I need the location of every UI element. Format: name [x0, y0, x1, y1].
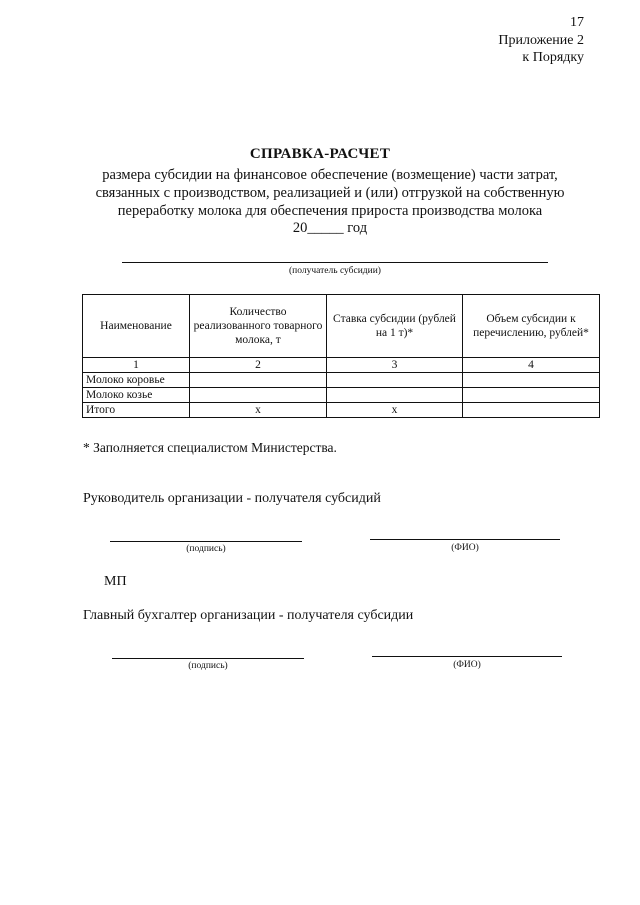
header-quantity: Количество реализованного товарного молока, т [190, 295, 327, 358]
column-number: 1 [83, 358, 190, 373]
head-signature-caption: (подпись) [186, 544, 226, 554]
cell-quantity: х [190, 403, 327, 418]
cell-quantity [190, 388, 327, 403]
table-column-numbers-row [83, 358, 600, 373]
footnote: * Заполняется специалистом Министерства. [83, 440, 337, 455]
cell-rate [327, 373, 463, 388]
accountant-name-line [372, 656, 562, 657]
row-name: Итого [83, 403, 190, 418]
head-role-label: Руководитель организации - получателя субсидий [83, 491, 381, 506]
header-amount: Объем субсидии к перечислению, рублей* [463, 295, 600, 358]
cell-rate [327, 388, 463, 403]
subtitle-line-3: переработку молока для обеспечения прироста производства молока [117, 203, 543, 219]
head-signature-line [110, 541, 302, 542]
table-header-row [83, 295, 600, 358]
subtitle-line-2: связанных с производством, реализацией и (или) отгрузкой на собственную [95, 185, 565, 201]
column-number: 2 [190, 358, 327, 373]
cell-amount [463, 373, 600, 388]
accountant-name-caption: (ФИО) [453, 660, 481, 670]
recipient-caption: (получатель субсидии) [289, 266, 381, 276]
stamp-place-label: МП [104, 574, 127, 589]
page-number: 17 [570, 15, 584, 30]
row-name: Молоко козье [83, 388, 190, 403]
header-rate: Ставка субсидии (рублей на 1 т)* [327, 295, 463, 358]
subsidy-calculation-table [82, 294, 600, 418]
row-name: Молоко коровье [83, 373, 190, 388]
cell-amount [463, 388, 600, 403]
table-row [83, 373, 600, 388]
table-row [83, 388, 600, 403]
column-number: 4 [463, 358, 600, 373]
header-name: Наименование [83, 295, 190, 358]
document-title: СПРАВКА-РАСЧЕТ [249, 146, 391, 162]
year-line: 20_____ год [292, 220, 368, 236]
accountant-signature-line [112, 658, 304, 659]
head-name-line [370, 539, 560, 540]
accountant-role-label: Главный бухгалтер организации - получателя субсидии [83, 608, 414, 623]
recipient-blank-line [122, 262, 548, 263]
cell-amount [463, 403, 600, 418]
table-row-total [83, 403, 600, 418]
cell-rate: х [327, 403, 463, 418]
column-number: 3 [327, 358, 463, 373]
cell-quantity [190, 373, 327, 388]
accountant-signature-caption: (подпись) [188, 661, 228, 671]
appendix-label: Приложение 2 [498, 33, 584, 48]
order-reference: к Порядку [522, 50, 584, 65]
head-name-caption: (ФИО) [451, 543, 479, 553]
subtitle-line-1: размера субсидии на финансовое обеспечение (возмещение) части затрат, [102, 167, 558, 183]
